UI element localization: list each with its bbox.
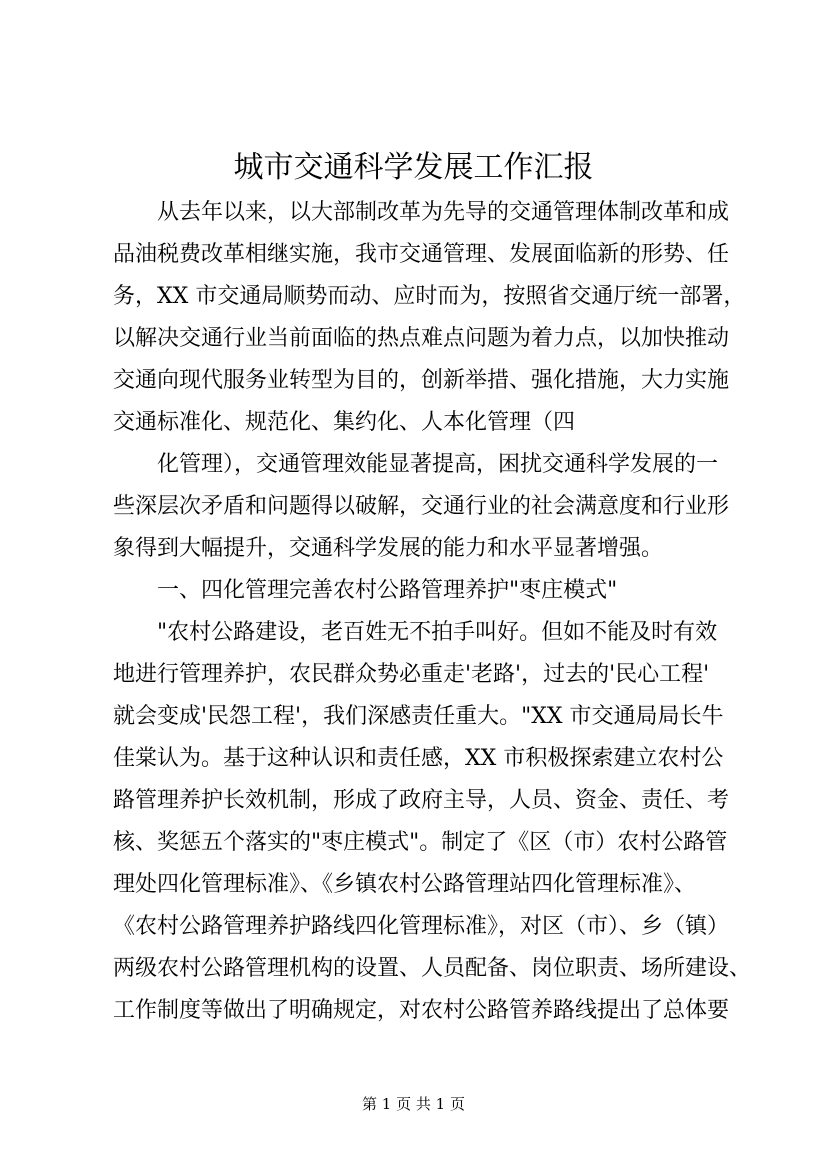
body-line: 地进行管理养护，农民群众势必重走'老路'，过去的'民心工程' [113, 662, 710, 687]
page-footer: 第 1 页 共 1 页 [362, 1095, 465, 1113]
body-line: 核、奖惩五个落实的"枣庄模式"。制定了《区（市）农村公路管 [113, 830, 728, 855]
body-line: 些深层次矛盾和问题得以破解，交通行业的社会满意度和行业形 [113, 494, 730, 519]
body-line: 品油税费改革相继实施，我市交通管理、发展面临新的形势、任 [113, 242, 730, 267]
section-heading: 一、四化管理完善农村公路管理养护"枣庄模式" [157, 578, 618, 603]
body-line: 工作制度等做出了明确规定，对农村公路管养路线提出了总体要 [113, 998, 730, 1023]
body-line: 《农村公路管理养护路线四化管理标准》，对区（市）、乡（镇） [113, 914, 730, 939]
body-line: 交通标准化、规范化、集约化、人本化管理（四 [113, 410, 576, 435]
body-line: 以解决交通行业当前面临的热点难点问题为着力点，以加快推动 [113, 326, 730, 351]
body-line: 佳棠认为。基于这种认识和责任感，XX 市积极探索建立农村公 [113, 746, 724, 771]
document-title: 城市交通科学发展工作汇报 [233, 150, 594, 185]
body-line: 化管理），交通管理效能显著提高，困扰交通科学发展的一 [157, 452, 719, 477]
body-line: "农村公路建设，老百姓无不拍手叫好。但如不能及时有效 [157, 620, 718, 645]
body-line: 务，XX 市交通局顺势而动、应时而为，按照省交通厅统一部署， [113, 284, 746, 309]
body-line: 路管理养护长效机制，形成了政府主导，人员、资金、责任、考 [113, 788, 730, 813]
body-line: 两级农村公路管理机构的设置、人员配备、岗位职责、场所建设、 [113, 956, 752, 981]
body-line: 就会变成'民怨工程'，我们深感责任重大。"XX 市交通局局长牛 [113, 704, 724, 729]
body-line: 从去年以来，以大部制改革为先导的交通管理体制改革和成 [157, 200, 730, 225]
body-line: 交通向现代服务业转型为目的，创新举措、强化措施，大力实施 [113, 368, 730, 393]
body-line: 理处四化管理标准》、《乡镇农村公路管理站四化管理标准》、 [113, 872, 697, 897]
body-line: 象得到大幅提升，交通科学发展的能力和水平显著增强。 [113, 536, 664, 561]
